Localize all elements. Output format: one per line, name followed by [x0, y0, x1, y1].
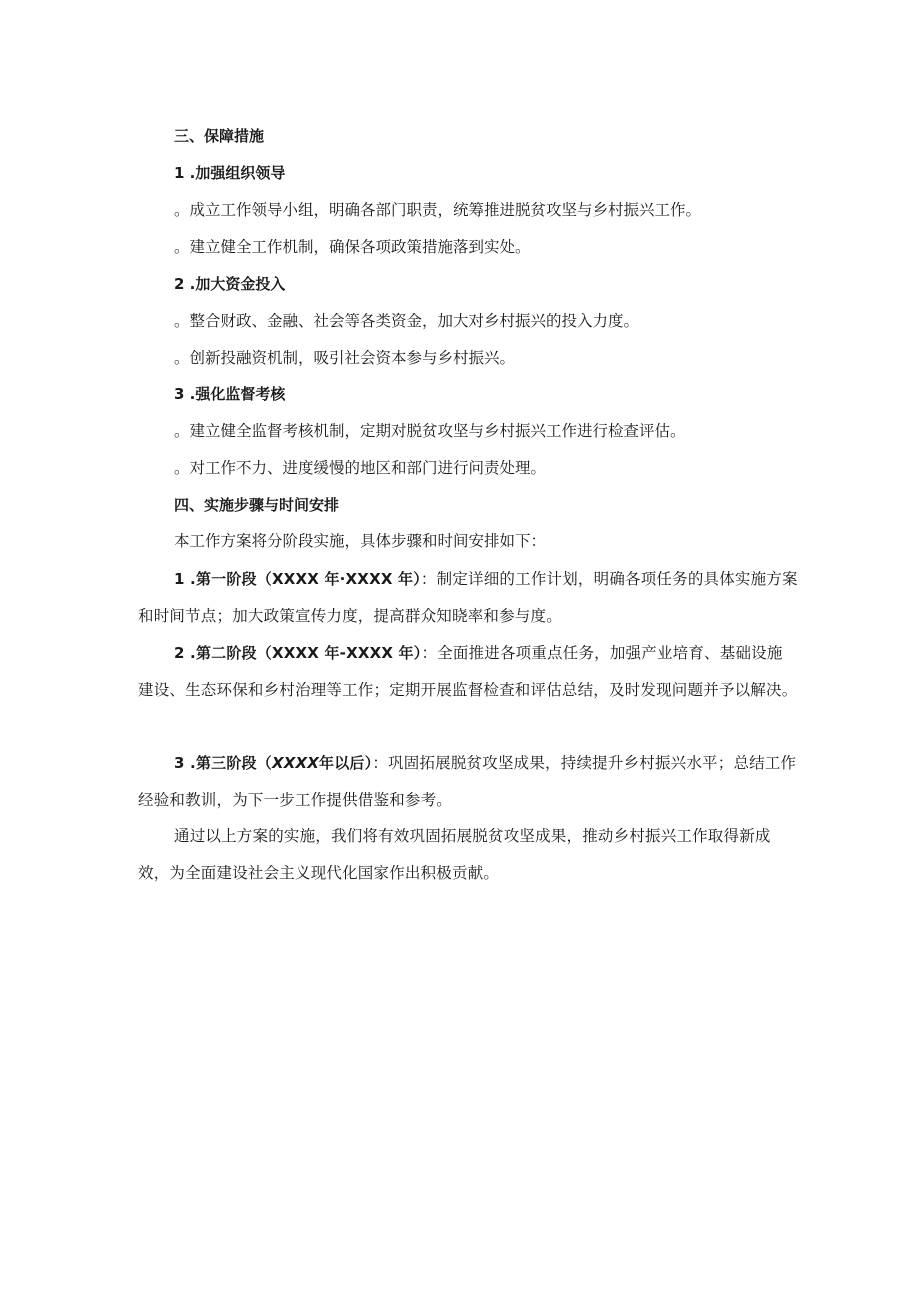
phase-3-paragraph	[138, 745, 798, 819]
section-3-heading: 三、保障措施	[174, 127, 265, 145]
list-item: 。对工作不力、进度缓慢的地区和部门进行问责处理。	[174, 459, 547, 477]
section-4-heading: 四、实施步骤与时间安排	[174, 496, 340, 514]
phase-1-paragraph	[138, 561, 798, 635]
list-item: 。建立健全工作机制，确保各项政策措施落到实处。	[174, 238, 531, 256]
phase-2-paragraph	[138, 635, 798, 709]
phase-2-lead: 2 .第二阶段（XXXX 年-XXXX 年）	[174, 644, 422, 662]
phase-3-text: ：巩固拓展脱贫攻坚成果，持续提升乡村振兴水平；总结工作经验和教训，为下一步工作提供借鉴和参考。	[138, 754, 797, 809]
phase-3-lead-b: XXXX	[271, 754, 320, 772]
list-item: 。创新投融资机制，吸引社会资本参与乡村振兴。	[174, 349, 516, 367]
section-4-intro: 本工作方案将分阶段实施，具体步骤和时间安排如下：	[174, 532, 547, 550]
phase-3-lead-a: 3 .第三阶段（	[174, 754, 272, 772]
list-item: 。成立工作领导小组，明确各部门职责，统筹推进脱贫攻坚与乡村振兴工作。	[174, 201, 702, 219]
list-item: 。整合财政、金融、社会等各类资金，加大对乡村振兴的投入力度。	[174, 312, 640, 330]
phase-3-lead-c: 年以后）	[319, 754, 373, 772]
phase-2-text: ：全面推进各项重点任务，加强产业培育、基础设施建设、生态环保和乡村治理等工作；定期开展监督检查和评估总结，及时发现问题并予以解决。	[138, 644, 798, 699]
conclusion-paragraph: 通过以上方案的实施，我们将有效巩固拓展脱贫攻坚成果，推动乡村振兴工作取得新成效，为全面建设社会主义现代化国家作出积极贡献。	[138, 827, 771, 882]
list-item: 。建立健全监督考核机制，定期对脱贫攻坚与乡村振兴工作进行检查评估。	[174, 422, 686, 440]
subsection-2-title: 2 .加大资金投入	[174, 275, 286, 293]
phase-1-text: ：制定详细的工作计划，明确各项任务的具体实施方案和时间节点；加大政策宣传力度，提高群众知晓率和参与度。	[138, 570, 798, 625]
phase-1-lead: 1 .第一阶段（XXXX 年·XXXX 年）	[174, 570, 421, 588]
subsection-1-title: 1 .加强组织领导	[174, 164, 286, 182]
subsection-3-title: 3 .强化监督考核	[174, 385, 286, 403]
